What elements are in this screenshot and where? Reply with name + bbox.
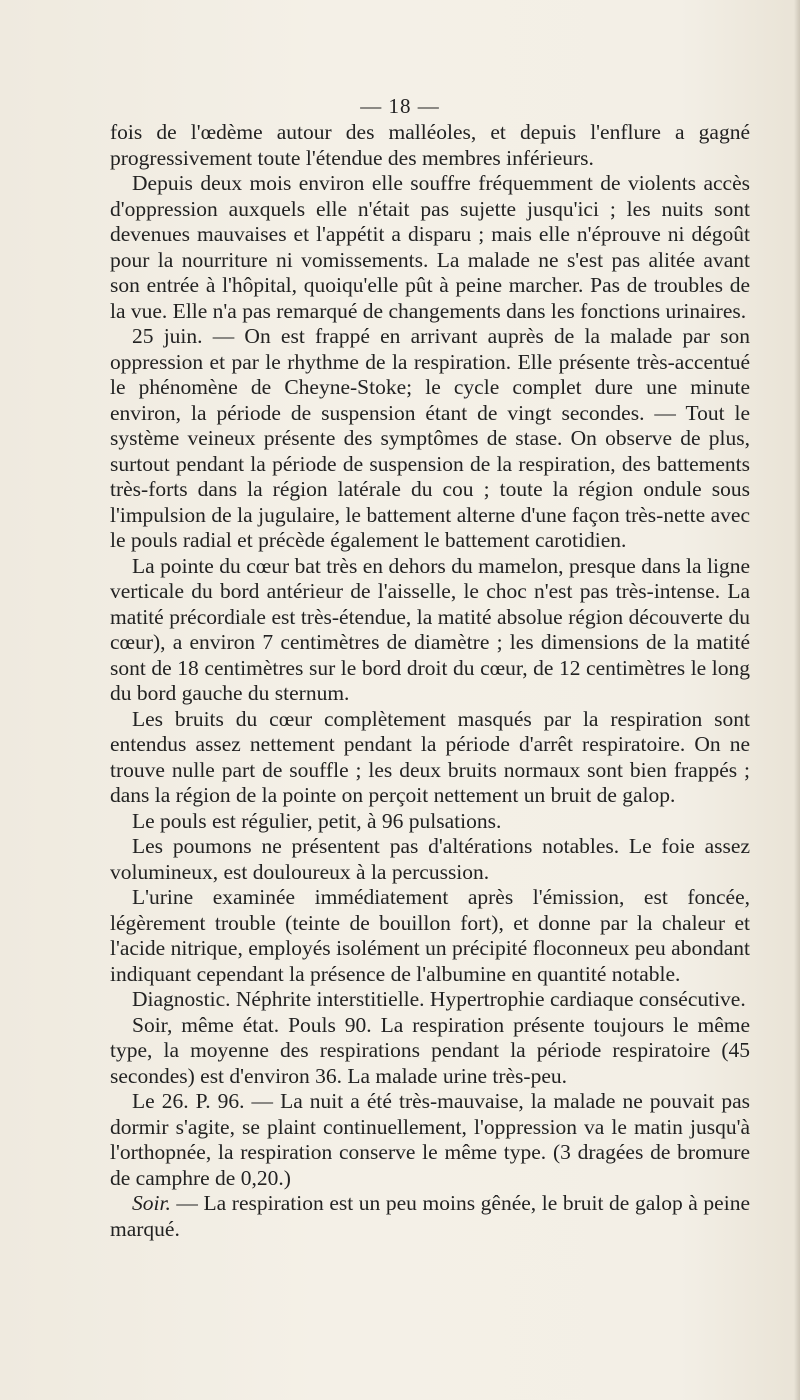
paragraph-12-lead: Soir.	[132, 1191, 171, 1215]
paragraph-12	[110, 1191, 750, 1242]
paragraph-1: fois de l'œdème autour des malléoles, et depuis l'enflure a gagné progressivement toute l'étendue des membres inférieurs.	[110, 120, 750, 170]
page-body-text	[110, 120, 750, 1242]
paragraph-6: Le pouls est régulier, petit, à 96 pulsations.	[132, 808, 502, 833]
page-number-header: — 18 —	[360, 94, 440, 118]
paragraph-5: Les bruits du cœur complètement masqués par la respiration sont entendus assez nettement pendant la période d'arrêt respiratoire. On ne trouve nulle part de souffle ; les deux bruits normaux sont bien frappés ; dans la région de la pointe on perçoit nettement un bruit de galop.	[110, 706, 750, 807]
page-edge-shadow	[794, 0, 800, 1400]
paragraph-4: La pointe du cœur bat très en dehors du mamelon, presque dans la ligne verticale du bord antérieur de l'aisselle, le choc n'est pas très-intense. La matité précordiale est très-étendue, la matité absolue région découverte du cœur), a environ 7 centimètres de diamètre ; les dimensions de la matité sont de 18 centimètres sur le bord droit du cœur, de 12 centimètres le long du bord gauche du sternum.	[110, 553, 750, 705]
paragraph-10: Soir, même état. Pouls 90. La respiration présente toujours le même type, la moyenne des respirations pendant la période respiratoire (45 secondes) est d'environ 36. La malade urine très-peu.	[110, 1012, 750, 1088]
paragraph-2: Depuis deux mois environ elle souffre fréquemment de violents accès d'oppression auxquels elle n'était pas sujette jusqu'ici ; les nuits sont devenues mauvaises et l'appétit a disparu ; mais elle n'éprouve ni dégoût pour la nourriture ni vomissements. La malade ne s'est pas alitée avant son entrée à l'hôpital, quoiqu'elle pût à peine marcher. Pas de troubles de la vue. Elle n'a pas remarqué de changements dans les fonctions urinaires.	[110, 171, 750, 323]
paragraph-7: Les poumons ne présentent pas d'altérations notables. Le foie assez volumineux, est douloureux à la percussion.	[110, 834, 750, 884]
paragraph-11: Le 26. P. 96. — La nuit a été très-mauvaise, la malade ne pouvait pas dormir s'agite, se plaint continuellement, l'oppression va le matin jusqu'à l'orthopnée, la respiration conserve le même type. (3 dragées de bromure de camphre de 0,20.)	[110, 1089, 750, 1190]
paragraph-9: Diagnostic. Néphrite interstitielle. Hypertrophie cardiaque consécutive.	[132, 987, 746, 1011]
paragraph-12-text: — La respiration est un peu moins gênée, le bruit de galop à peine marqué.	[110, 1191, 750, 1241]
paragraph-8: L'urine examinée immédiatement après l'émission, est foncée, légèrement trouble (teinte de bouillon fort), et donne par la chaleur et l'acide nitrique, employés isolément un précipité floconneux peu abondant indiquant cependant la présence de l'albumine en quantité notable.	[110, 885, 750, 986]
paragraph-3: 25 juin. — On est frappé en arrivant auprès de la malade par son oppression et par le rhythme de la respiration. Elle présente très-accentué le phénomène de Cheyne-Stoke; le cycle complet dure une minute environ, la période de suspension étant de vingt secondes. — Tout le système veineux présente des symptômes de stase. On observe de plus, surtout pendant la période de suspension de la respiration, des battements très-forts dans la région latérale du cou ; toute la région ondule sous l'impulsion de la jugulaire, le battement alterne d'une façon très-nette avec le pouls radial et précède également le battement carotidien.	[110, 324, 750, 552]
